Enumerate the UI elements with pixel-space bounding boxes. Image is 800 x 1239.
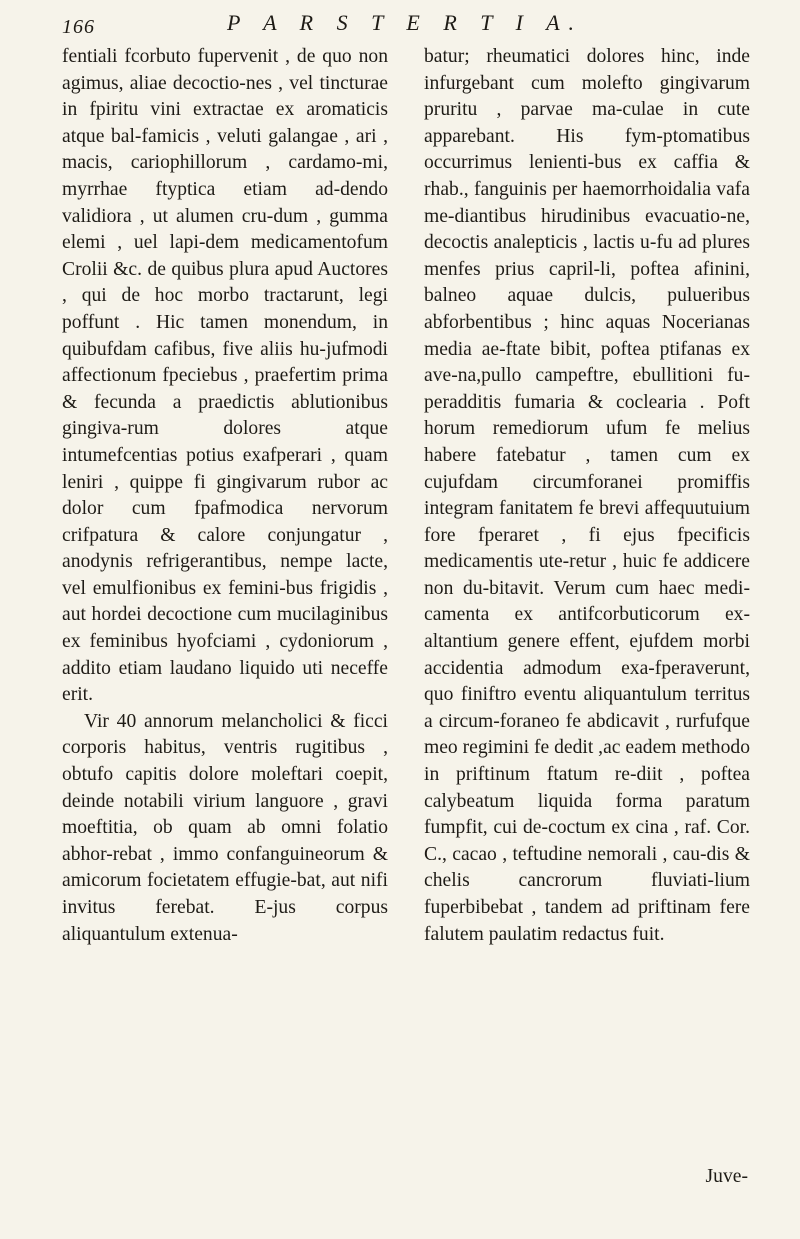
right-paragraph-1: batur; rheumatici dolores hinc, inde infurgebant cum molefto gingivarum pruritu , parvae ma-culae in cute apparebant. His fym-ptomatibus occurrimus lenienti-bus ex caffia & rhab., fanguinis per haemorrhoidalia vafa me-diantibus hirudinibus evacuatio-ne, decoctis analepticis , lactis u-fu ad plures menfes prius capril-li, poftea afinini, balneo aquae dulcis, pulueribus abforbentibus ; hinc aquas Nocerianas media ae-ftate bibit, poftea ptifanas ex ave-na,pullo campeftre, ebullitioni fu-peradditis fumaria & coclearia . Poft horum remediorum ufum fe melius habere fatebatur , tamen cum ex cujufdam circumforanei promiffis integram fanitatem fe brevi affequutuium fore fperaret , fi ejus fpecificis medicamentis ute-retur , huic fe addicere non du-bitavit. Verum cum haec medi-camenta ex antifcorbuticorum ex-altantium genere effent, ejufdem morbi accidentia admodum exa-fperaverunt, quo finiftro eventu aliquantulum territus a circum-foraneo fe abdicavit , rurfufque meo regimini fe dedit ,ac eadem methodo in priftinum ftatum re-diit , poftea calybeatum liquida forma paratum fumpfit, cui de-coctum ex cina , raf. Cor. C., cacao , teftudine nemorali , cau-dis & chelis cancrorum fluviati-lium fuperbibebat , tandem ad priftinam fere falutem paulatim redactus fuit. xyxy=(424,46,750,945)
left-paragraph-2: Vir 40 annorum melancholici & ficci corporis habitus, ventris rugitibus , obtufo capitis dolore moleftari coepit, deinde notabili virium languore , gravi moeftitia, ob quam ab omni folatio abhor-rebat , immo confanguineorum & amicorum focietatem effugie-bat, aut nifi invitus ferebat. E-jus corpus aliquantulum extenua- xyxy=(62,710,388,945)
left-column xyxy=(62,44,388,948)
page-header xyxy=(62,6,748,40)
catchword: Juve- xyxy=(705,1166,748,1187)
right-column xyxy=(424,44,750,948)
left-paragraph-1: fentiali fcorbuto fupervenit , de quo non agimus, aliae decoctio-nes , vel tincturae in fpiritu vini extractae ex aromaticis atque bal-famicis , veluti galangae , ari , macis, cariophillorum , cardamo-mi, myrrhae ftyptica etiam ad-dendo validiora , ut alumen cru-dum , gumma elemi , uel lapi-dem medicamentofum Crolii &c. de quibus plura apud Auctores , qui de hoc morbo tractarunt, legi poffunt . Hic tamen monendum, in quibufdam cafibus, five aliis hu-jufmodi affectionum fpeciebus , praefertim prima & fecunda a praedictis ablutionibus gingiva-rum dolores atque intumefcentias potius exafperari , quam leniri , quippe fi gingivarum rubor ac dolor cum fpafmodica nervorum crifpatura & calore conjungatur , anodynis refrigerantibus, nempe lacte, vel emulfionibus ex femini-bus frigidis , aut hordei decoctione cum mucilaginibus ex feminibus hyofciami , cydoniorum , addito etiam laudano liquido uti neceffe erit. xyxy=(62,46,388,706)
page-number: 166 xyxy=(62,16,95,38)
running-title: P A R S T E R T I A. xyxy=(226,10,584,35)
